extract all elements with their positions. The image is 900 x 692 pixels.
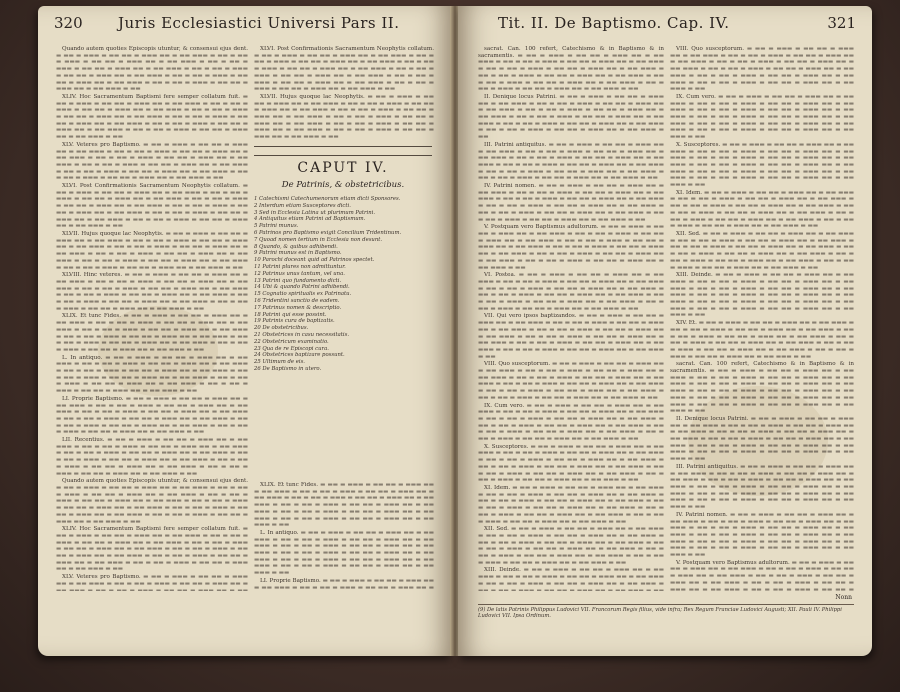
summary-item: 5 Patrini munus. bbox=[254, 223, 299, 230]
chapter-summary-list bbox=[254, 196, 434, 478]
catchword: Nonn bbox=[835, 594, 852, 601]
text-paragraph: XIII. Deinde. ▬ ▬▬ ▬ ▬▬▬ ▬ ▬▬ ▬▬ ▬ ▬▬▬ ▬▬ ▬ ▬▬ ▬▬▬ ▬ ▬▬ ▬ ▬▬ ▬ ▬▬▬ ▬ ▬▬ ▬▬ ▬ ▬▬▬ ▬▬ ▬ ▬▬ ▬▬▬ ▬ ▬▬ ▬ ▬▬ ▬ ▬▬▬ ▬ ▬▬ ▬▬ ▬ ▬▬▬ ▬▬ ▬ ▬▬ ▬▬▬ ▬ ▬▬ ▬ ▬▬ ▬ ▬▬▬ ▬ ▬▬ ▬▬ ▬ ▬▬▬ ▬▬ ▬ ▬▬ ▬▬▬ ▬ ▬▬ bbox=[478, 567, 664, 591]
text-paragraph: X. Susceptores. ▬ ▬▬ ▬ ▬▬▬ ▬ ▬▬ ▬▬ ▬ ▬▬▬ ▬▬ ▬ ▬▬ ▬▬▬ ▬ ▬▬ ▬ ▬▬ ▬ ▬▬▬ ▬ ▬▬ ▬▬ ▬ ▬▬▬ ▬▬ ▬ ▬▬ ▬▬▬ ▬ ▬▬ ▬ ▬▬ ▬ ▬▬▬ ▬ ▬▬ ▬▬ ▬ ▬▬▬ ▬▬ ▬ ▬▬ ▬▬▬ ▬ ▬▬ ▬ ▬▬ ▬ ▬▬▬ ▬ ▬▬ ▬▬ ▬ ▬▬▬ ▬▬ ▬ ▬▬ ▬▬▬ ▬ ▬▬ ▬ ▬▬ ▬ ▬▬▬ ▬ ▬▬ ▬▬ ▬ ▬▬▬ ▬▬ ▬ ▬▬ ▬▬▬ ▬ ▬▬ ▬ ▬▬ ▬ ▬▬▬ ▬ ▬▬ ▬▬ ▬ ▬▬▬ ▬▬ ▬ ▬▬ ▬▬▬ ▬ ▬▬ bbox=[478, 443, 664, 484]
text-paragraph: LII. Recentius. ▬ ▬▬ ▬ ▬▬▬ ▬ ▬▬ ▬▬ ▬ ▬▬▬ ▬▬ ▬ ▬▬ ▬▬▬ ▬ ▬▬ ▬ ▬▬ ▬ ▬▬▬ ▬ ▬▬ ▬▬ ▬ ▬▬▬ ▬▬ ▬ ▬▬ ▬▬▬ ▬ ▬▬ ▬ ▬▬ ▬ ▬▬▬ ▬ ▬▬ ▬▬ ▬ ▬▬▬ ▬▬ ▬ ▬▬ ▬▬▬ ▬ ▬▬ ▬ ▬▬ ▬ ▬▬▬ ▬ ▬▬ ▬▬ ▬ ▬▬▬ ▬▬ ▬ ▬▬ ▬▬▬ ▬ ▬▬ ▬ ▬▬ ▬ ▬▬▬ ▬ ▬▬ ▬▬ ▬ ▬▬▬ ▬▬ ▬ ▬▬ ▬▬▬ ▬ ▬▬ ▬ ▬▬ ▬ ▬▬▬ ▬ ▬▬ ▬▬ ▬ ▬▬▬ ▬▬ ▬ ▬▬ ▬▬▬ ▬ ▬▬ bbox=[56, 437, 248, 477]
left-page-number: 320 bbox=[54, 14, 83, 32]
text-paragraph: IX. Cum vero. ▬ ▬▬ ▬ ▬▬▬ ▬ ▬▬ ▬▬ ▬ ▬▬▬ ▬▬ ▬ ▬▬ ▬▬▬ ▬ ▬▬ ▬ ▬▬ ▬ ▬▬▬ ▬ ▬▬ ▬▬ ▬ ▬▬▬ ▬▬ ▬ ▬▬ ▬▬▬ ▬ ▬▬ ▬ ▬▬ ▬ ▬▬▬ ▬ ▬▬ ▬▬ ▬ ▬▬▬ ▬▬ ▬ ▬▬ ▬▬▬ ▬ ▬▬ ▬ ▬▬ ▬ ▬▬▬ ▬ ▬▬ ▬▬ ▬ ▬▬▬ ▬▬ ▬ ▬▬ ▬▬▬ ▬ ▬▬ ▬ ▬▬ ▬ ▬▬▬ ▬ ▬▬ ▬▬ ▬ ▬▬▬ ▬▬ ▬ ▬▬ ▬▬▬ ▬ ▬▬ ▬ ▬▬ ▬ ▬▬▬ ▬ ▬▬ ▬▬ ▬ ▬▬▬ ▬▬ ▬ ▬▬ ▬▬▬ ▬ ▬▬ bbox=[670, 93, 854, 141]
text-paragraph: XLVI. Post Confirmationis Sacramentum Neophytis collatum. ▬ ▬▬ ▬ ▬▬▬ ▬ ▬▬ ▬▬ ▬ ▬▬▬ ▬▬ ▬ ▬▬ ▬▬▬ ▬ ▬▬ ▬ ▬▬ ▬ ▬▬▬ ▬ ▬▬ ▬▬ ▬ ▬▬▬ ▬▬ ▬ ▬▬ ▬▬▬ ▬ ▬▬ ▬ ▬▬ ▬ ▬▬▬ ▬ ▬▬ ▬▬ ▬ ▬▬▬ ▬▬ ▬ ▬▬ ▬▬▬ ▬ ▬▬ ▬ ▬▬ ▬ ▬▬▬ ▬ ▬▬ ▬▬ ▬ ▬▬▬ ▬▬ ▬ ▬▬ ▬▬▬ ▬ ▬▬ ▬ ▬▬ ▬ ▬▬▬ ▬ ▬▬ ▬▬ ▬ ▬▬▬ ▬▬ ▬ ▬▬ ▬▬▬ ▬ ▬▬ ▬ ▬▬ ▬ ▬▬▬ ▬ ▬▬ ▬▬ ▬ ▬▬▬ ▬▬ ▬ ▬▬ ▬▬▬ ▬ ▬▬ bbox=[254, 46, 434, 93]
left-column-2-bottom bbox=[254, 482, 434, 592]
text-paragraph: XLIV. Hoc Sacramentum Baptismi fere semper collatum fuit. ▬ ▬▬ ▬ ▬▬▬ ▬ ▬▬ ▬▬ ▬ ▬▬▬ ▬▬ ▬ ▬▬ ▬▬▬ ▬ ▬▬ ▬ ▬▬ ▬ ▬▬▬ ▬ ▬▬ ▬▬ ▬ ▬▬▬ ▬▬ ▬ ▬▬ ▬▬▬ ▬ ▬▬ ▬ ▬▬ ▬ ▬▬▬ ▬ ▬▬ ▬▬ ▬ ▬▬▬ ▬▬ ▬ ▬▬ ▬▬▬ ▬ ▬▬ ▬ ▬▬ ▬ ▬▬▬ ▬ ▬▬ ▬▬ ▬ ▬▬▬ ▬▬ ▬ ▬▬ ▬▬▬ ▬ ▬▬ ▬ ▬▬ ▬ ▬▬▬ ▬ ▬▬ ▬▬ ▬ ▬▬▬ ▬▬ ▬ ▬▬ ▬▬▬ ▬ ▬▬ ▬ ▬▬ ▬ ▬▬▬ ▬ ▬▬ ▬▬ ▬ ▬▬▬ ▬▬ ▬ ▬▬ ▬▬▬ ▬ ▬▬ bbox=[56, 526, 248, 573]
text-paragraph: LI. Proprie Baptismo. ▬ ▬▬ ▬ ▬▬▬ ▬ ▬▬ ▬▬ ▬ ▬▬▬ ▬▬ ▬ ▬▬ ▬▬▬ ▬ ▬▬ ▬ ▬▬ ▬ ▬▬▬ ▬ ▬▬ ▬▬ ▬ ▬▬▬ ▬▬ ▬ bbox=[254, 577, 434, 591]
footnote: (9) De latis Patrinis Philippus Ludovici VII. Francorum Regis filius, vide infra; Rex Regum Franciae Ludovici Augusti; XII. Pauli IV. Philippi Ludovici VII. Ipsa Ordinum. bbox=[478, 604, 854, 620]
text-paragraph: XI. Idem. ▬ ▬▬ ▬ ▬▬▬ ▬ ▬▬ ▬▬ ▬ ▬▬▬ ▬▬ ▬ ▬▬ ▬▬▬ ▬ ▬▬ ▬ ▬▬ ▬ ▬▬▬ ▬ ▬▬ ▬▬ ▬ ▬▬▬ ▬▬ ▬ ▬▬ ▬▬▬ ▬ ▬▬ ▬ ▬▬ ▬ ▬▬▬ ▬ ▬▬ ▬▬ ▬ ▬▬▬ ▬▬ ▬ ▬▬ ▬▬▬ ▬ ▬▬ ▬ ▬▬ ▬ ▬▬▬ ▬ ▬▬ ▬▬ ▬ ▬▬▬ ▬▬ ▬ ▬▬ ▬▬▬ ▬ ▬▬ ▬ ▬▬ ▬ ▬▬▬ ▬ ▬▬ ▬▬ ▬ ▬▬▬ ▬▬ ▬ ▬▬ ▬▬▬ ▬ ▬▬ ▬ ▬▬ ▬ ▬▬▬ ▬ ▬▬ ▬▬ ▬ ▬▬▬ ▬▬ ▬ ▬▬ ▬▬▬ ▬ ▬▬ bbox=[478, 485, 664, 525]
text-paragraph: XII. Sed. ▬ ▬▬ ▬ ▬▬▬ ▬ ▬▬ ▬▬ ▬ ▬▬▬ ▬▬ ▬ ▬▬ ▬▬▬ ▬ ▬▬ ▬ ▬▬ ▬ ▬▬▬ ▬ ▬▬ ▬▬ ▬ ▬▬▬ ▬▬ ▬ ▬▬ ▬▬▬ ▬ ▬▬ ▬ ▬▬ ▬ ▬▬▬ ▬ ▬▬ ▬▬ ▬ ▬▬▬ ▬▬ ▬ ▬▬ ▬▬▬ ▬ ▬▬ ▬ ▬▬ ▬ ▬▬▬ ▬ ▬▬ ▬▬ ▬ ▬▬▬ ▬▬ ▬ ▬▬ ▬▬▬ ▬ ▬▬ ▬ ▬▬ ▬ ▬▬▬ ▬ ▬▬ ▬▬ ▬ ▬▬▬ ▬▬ ▬ ▬▬ ▬▬▬ ▬ ▬▬ ▬ ▬▬ ▬ ▬▬▬ ▬ ▬▬ ▬▬ ▬ ▬▬▬ ▬▬ ▬ ▬▬ ▬▬▬ ▬ ▬▬ bbox=[478, 526, 664, 566]
text-paragraph: IV. Patrini nomen. ▬ ▬▬ ▬ ▬▬▬ ▬ ▬▬ ▬▬ ▬ ▬▬▬ ▬▬ ▬ ▬▬ ▬▬▬ ▬ ▬▬ ▬ ▬▬ ▬ ▬▬▬ ▬ ▬▬ ▬▬ ▬ ▬▬▬ ▬▬ ▬ ▬▬ ▬▬▬ ▬ ▬▬ ▬ ▬▬ ▬ ▬▬▬ ▬ ▬▬ ▬▬ ▬ ▬▬▬ ▬▬ ▬ ▬▬ ▬▬▬ ▬ ▬▬ ▬ ▬▬ ▬ ▬▬▬ ▬ ▬▬ ▬▬ ▬ ▬▬▬ ▬▬ ▬ ▬▬ ▬▬▬ ▬ ▬▬ ▬ ▬▬ ▬ ▬▬▬ ▬ ▬▬ ▬▬ ▬ ▬▬▬ ▬▬ ▬ ▬▬ ▬▬▬ ▬ ▬▬ ▬ ▬▬ ▬ ▬▬▬ ▬ ▬▬ ▬▬ ▬ ▬▬▬ ▬▬ ▬ ▬▬ ▬▬▬ ▬ ▬▬ bbox=[670, 511, 854, 559]
text-paragraph: VII. Qui vero ipsos baptizandos. ▬ ▬▬ ▬ ▬▬▬ ▬ ▬▬ ▬▬ ▬ ▬▬▬ ▬▬ ▬ ▬▬ ▬▬▬ ▬ ▬▬ ▬ ▬▬ ▬ ▬▬▬ ▬ ▬▬ ▬▬ ▬ ▬▬▬ ▬▬ ▬ ▬▬ ▬▬▬ ▬ ▬▬ ▬ ▬▬ ▬ ▬▬▬ ▬ ▬▬ ▬▬ ▬ ▬▬▬ ▬▬ ▬ ▬▬ ▬▬▬ ▬ ▬▬ ▬ ▬▬ ▬ ▬▬▬ ▬ ▬▬ ▬▬ ▬ ▬▬▬ ▬▬ ▬ ▬▬ ▬▬▬ ▬ ▬▬ ▬ ▬▬ ▬ ▬▬▬ ▬ ▬▬ ▬▬ ▬ ▬▬▬ ▬▬ ▬ ▬▬ ▬▬▬ ▬ ▬▬ ▬ ▬▬ ▬ ▬▬▬ ▬ ▬▬ ▬▬ ▬ ▬▬▬ ▬▬ ▬ ▬▬ ▬▬▬ ▬ ▬▬ bbox=[478, 313, 664, 360]
text-paragraph: L. In antiquo. ▬ ▬▬ ▬ ▬▬▬ ▬ ▬▬ ▬▬ ▬ ▬▬▬ ▬▬ ▬ ▬▬ ▬▬▬ ▬ ▬▬ ▬ ▬▬ ▬ ▬▬▬ ▬ ▬▬ ▬▬ ▬ ▬▬▬ ▬▬ ▬ ▬▬ ▬▬▬ ▬ ▬▬ ▬ ▬▬ ▬ ▬▬▬ ▬ ▬▬ ▬▬ ▬ ▬▬▬ ▬▬ ▬ ▬▬ ▬▬▬ ▬ ▬▬ ▬ ▬▬ ▬ ▬▬▬ ▬ ▬▬ ▬▬ ▬ ▬▬▬ ▬▬ ▬ ▬▬ ▬▬▬ ▬ ▬▬ ▬ ▬▬ ▬ ▬▬▬ ▬ ▬▬ ▬▬ ▬ ▬▬▬ ▬▬ ▬ ▬▬ ▬▬▬ ▬ ▬▬ ▬ ▬▬ ▬ ▬▬▬ ▬ ▬▬ ▬▬ ▬ ▬▬▬ ▬▬ ▬ ▬▬ ▬▬▬ ▬ ▬▬ bbox=[254, 529, 434, 577]
summary-item: 13 Patrini quo fundamento dicti. bbox=[254, 277, 342, 284]
chapter-heading: CAPUT IV. bbox=[297, 160, 389, 176]
summary-item: 9 Patrini munus est in Baptismo. bbox=[254, 250, 342, 257]
text-paragraph: VIII. Quo susceptorum. ▬ ▬▬ ▬ ▬▬▬ ▬ ▬▬ ▬▬ ▬ ▬▬▬ ▬▬ ▬ ▬▬ ▬▬▬ ▬ ▬▬ ▬ ▬▬ ▬ ▬▬▬ ▬ ▬▬ ▬▬ ▬ ▬▬▬ ▬▬ ▬ ▬▬ ▬▬▬ ▬ ▬▬ ▬ ▬▬ ▬ ▬▬▬ ▬ ▬▬ ▬▬ ▬ ▬▬▬ ▬▬ ▬ ▬▬ ▬▬▬ ▬ ▬▬ ▬ ▬▬ ▬ ▬▬▬ ▬ ▬▬ ▬▬ ▬ ▬▬▬ ▬▬ ▬ ▬▬ ▬▬▬ ▬ ▬▬ ▬ ▬▬ ▬ ▬▬▬ ▬ ▬▬ ▬▬ ▬ ▬▬▬ ▬▬ ▬ ▬▬ ▬▬▬ ▬ ▬▬ ▬ ▬▬ ▬ ▬▬▬ ▬ ▬▬ ▬▬ ▬ ▬▬▬ ▬▬ ▬ ▬▬ ▬▬▬ ▬ ▬▬ bbox=[478, 361, 664, 401]
text-paragraph: XLV. Veteres pro Baptismo. ▬ ▬▬ ▬ ▬▬▬ ▬ ▬▬ ▬▬ ▬ ▬▬▬ ▬▬ ▬ ▬▬ ▬▬▬ ▬ ▬▬ ▬ ▬▬ ▬ ▬▬▬ ▬ ▬▬ ▬▬ ▬ ▬▬▬ ▬▬ ▬ ▬▬ ▬▬▬ ▬ ▬▬ ▬ ▬▬ ▬ ▬▬▬ ▬ ▬▬ ▬▬ ▬ ▬▬▬ ▬▬ ▬ ▬▬ bbox=[56, 574, 248, 591]
text-paragraph: XLVIII. Hinc veteres. ▬ ▬▬ ▬ ▬▬▬ ▬ ▬▬ ▬▬ ▬ ▬▬▬ ▬▬ ▬ ▬▬ ▬▬▬ ▬ ▬▬ ▬ ▬▬ ▬ ▬▬▬ ▬ ▬▬ ▬▬ ▬ ▬▬▬ ▬▬ ▬ ▬▬ ▬▬▬ ▬ ▬▬ ▬ ▬▬ ▬ ▬▬▬ ▬ ▬▬ ▬▬ ▬ ▬▬▬ ▬▬ ▬ ▬▬ ▬▬▬ ▬ ▬▬ ▬ ▬▬ ▬ ▬▬▬ ▬ ▬▬ ▬▬ ▬ ▬▬▬ ▬▬ ▬ ▬▬ ▬▬▬ ▬ ▬▬ ▬ ▬▬ ▬ ▬▬▬ ▬ ▬▬ ▬▬ ▬ ▬▬▬ ▬▬ ▬ ▬▬ ▬▬▬ ▬ ▬▬ ▬ ▬▬ ▬ ▬▬▬ ▬ ▬▬ ▬▬ ▬ ▬▬▬ ▬▬ ▬ ▬▬ ▬▬▬ ▬ ▬▬ bbox=[56, 272, 248, 312]
right-page-number: 321 bbox=[827, 14, 856, 32]
text-paragraph: L. In antiquo. ▬ ▬▬ ▬ ▬▬▬ ▬ ▬▬ ▬▬ ▬ ▬▬▬ ▬▬ ▬ ▬▬ ▬▬▬ ▬ ▬▬ ▬ ▬▬ ▬ ▬▬▬ ▬ ▬▬ ▬▬ ▬ ▬▬▬ ▬▬ ▬ ▬▬ ▬▬▬ ▬ ▬▬ ▬ ▬▬ ▬ ▬▬▬ ▬ ▬▬ ▬▬ ▬ ▬▬▬ ▬▬ ▬ ▬▬ ▬▬▬ ▬ ▬▬ ▬ ▬▬ ▬ ▬▬▬ ▬ ▬▬ ▬▬ ▬ ▬▬▬ ▬▬ ▬ ▬▬ ▬▬▬ ▬ ▬▬ ▬ ▬▬ ▬ ▬▬▬ ▬ ▬▬ ▬▬ ▬ ▬▬▬ ▬▬ ▬ ▬▬ ▬▬▬ ▬ ▬▬ ▬ ▬▬ ▬ ▬▬▬ ▬ ▬▬ ▬▬ ▬ ▬▬▬ ▬▬ ▬ ▬▬ ▬▬▬ ▬ ▬▬ bbox=[56, 354, 248, 395]
summary-item: 12 Patrinus unus tantum, vel una. bbox=[254, 270, 345, 277]
summary-item: 16 Tridentini sanctio de eadem. bbox=[254, 297, 340, 304]
text-paragraph: III. Patrini antiquitus. ▬ ▬▬ ▬ ▬▬▬ ▬ ▬▬ ▬▬ ▬ ▬▬▬ ▬▬ ▬ ▬▬ ▬▬▬ ▬ ▬▬ ▬ ▬▬ ▬ ▬▬▬ ▬ ▬▬ ▬▬ ▬ ▬▬▬ ▬▬ ▬ ▬▬ ▬▬▬ ▬ ▬▬ ▬ ▬▬ ▬ ▬▬▬ ▬ ▬▬ ▬▬ ▬ ▬▬▬ ▬▬ ▬ ▬▬ ▬▬▬ ▬ ▬▬ ▬ ▬▬ ▬ ▬▬▬ ▬ ▬▬ ▬▬ ▬ ▬▬▬ ▬▬ ▬ ▬▬ ▬▬▬ ▬ ▬▬ ▬ ▬▬ ▬ ▬▬▬ ▬ ▬▬ ▬▬ ▬ ▬▬▬ ▬▬ ▬ ▬▬ ▬▬▬ ▬ ▬▬ ▬ ▬▬ ▬ ▬▬▬ ▬ ▬▬ ▬▬ ▬ ▬▬▬ ▬▬ ▬ ▬▬ ▬▬▬ ▬ ▬▬ bbox=[670, 463, 854, 511]
right-header bbox=[474, 14, 856, 36]
text-paragraph: IV. Patrini nomen. ▬ ▬▬ ▬ ▬▬▬ ▬ ▬▬ ▬▬ ▬ ▬▬▬ ▬▬ ▬ ▬▬ ▬▬▬ ▬ ▬▬ ▬ ▬▬ ▬ ▬▬▬ ▬ ▬▬ ▬▬ ▬ ▬▬▬ ▬▬ ▬ ▬▬ ▬▬▬ ▬ ▬▬ ▬ ▬▬ ▬ ▬▬▬ ▬ ▬▬ ▬▬ ▬ ▬▬▬ ▬▬ ▬ ▬▬ ▬▬▬ ▬ ▬▬ ▬ ▬▬ ▬ ▬▬▬ ▬ ▬▬ ▬▬ ▬ ▬▬▬ ▬▬ ▬ ▬▬ ▬▬▬ ▬ ▬▬ ▬ ▬▬ ▬ ▬▬▬ ▬ ▬▬ ▬▬ ▬ ▬▬▬ ▬▬ ▬ ▬▬ ▬▬▬ ▬ ▬▬ ▬ ▬▬ ▬ ▬▬▬ ▬ ▬▬ ▬▬ ▬ ▬▬▬ ▬▬ ▬ ▬▬ ▬▬▬ ▬ ▬▬ bbox=[478, 183, 664, 223]
right-column-2 bbox=[670, 46, 854, 591]
text-paragraph: XLV. Veteres pro Baptismo. ▬ ▬▬ ▬ ▬▬▬ ▬ ▬▬ ▬▬ ▬ ▬▬▬ ▬▬ ▬ ▬▬ ▬▬▬ ▬ ▬▬ ▬ ▬▬ ▬ ▬▬▬ ▬ ▬▬ ▬▬ ▬ ▬▬▬ ▬▬ ▬ ▬▬ ▬▬▬ ▬ ▬▬ ▬ ▬▬ ▬ ▬▬▬ ▬ ▬▬ ▬▬ ▬ ▬▬▬ ▬▬ ▬ ▬▬ ▬▬▬ ▬ ▬▬ ▬ ▬▬ ▬ ▬▬▬ ▬ ▬▬ ▬▬ ▬ ▬▬▬ ▬▬ ▬ ▬▬ ▬▬▬ ▬ ▬▬ ▬ ▬▬ ▬ ▬▬▬ ▬ ▬▬ ▬▬ ▬ ▬▬▬ ▬▬ ▬ ▬▬ ▬▬▬ ▬ ▬▬ ▬ ▬▬ ▬ ▬▬▬ ▬ ▬▬ ▬▬ ▬ ▬▬▬ ▬▬ ▬ ▬▬ ▬▬▬ ▬ ▬▬ bbox=[56, 141, 248, 182]
text-paragraph: XII. Sed. ▬ ▬▬ ▬ ▬▬▬ ▬ ▬▬ ▬▬ ▬ ▬▬▬ ▬▬ ▬ ▬▬ ▬▬▬ ▬ ▬▬ ▬ ▬▬ ▬ ▬▬▬ ▬ ▬▬ ▬▬ ▬ ▬▬▬ ▬▬ ▬ ▬▬ ▬▬▬ ▬ ▬▬ ▬ ▬▬ ▬ ▬▬▬ ▬ ▬▬ ▬▬ ▬ ▬▬▬ ▬▬ ▬ ▬▬ ▬▬▬ ▬ ▬▬ ▬ ▬▬ ▬ ▬▬▬ ▬ ▬▬ ▬▬ ▬ ▬▬▬ ▬▬ ▬ ▬▬ ▬▬▬ ▬ ▬▬ ▬ ▬▬ ▬ ▬▬▬ ▬ ▬▬ ▬▬ ▬ ▬▬▬ ▬▬ ▬ ▬▬ ▬▬▬ ▬ ▬▬ ▬ ▬▬ ▬ ▬▬▬ ▬ ▬▬ ▬▬ ▬ ▬▬▬ ▬▬ ▬ ▬▬ ▬▬▬ ▬ ▬▬ bbox=[670, 230, 854, 271]
open-book bbox=[38, 6, 872, 661]
chapter-rule bbox=[254, 146, 432, 156]
text-paragraph: XLIX. Et tunc Fides. ▬ ▬▬ ▬ ▬▬▬ ▬ ▬▬ ▬▬ ▬ ▬▬▬ ▬▬ ▬ ▬▬ ▬▬▬ ▬ ▬▬ ▬ ▬▬ ▬ ▬▬▬ ▬ ▬▬ ▬▬ ▬ ▬▬▬ ▬▬ ▬ ▬▬ ▬▬▬ ▬ ▬▬ ▬ ▬▬ ▬ ▬▬▬ ▬ ▬▬ ▬▬ ▬ ▬▬▬ ▬▬ ▬ ▬▬ ▬▬▬ ▬ ▬▬ ▬ ▬▬ ▬ ▬▬▬ ▬ ▬▬ ▬▬ ▬ ▬▬▬ ▬▬ ▬ ▬▬ ▬▬▬ ▬ ▬▬ ▬ ▬▬ ▬ ▬▬▬ ▬ ▬▬ ▬▬ ▬ ▬▬▬ ▬▬ ▬ ▬▬ ▬▬▬ ▬ ▬▬ ▬ ▬▬ ▬ ▬▬▬ ▬ ▬▬ ▬▬ ▬ ▬▬▬ ▬▬ ▬ ▬▬ ▬▬▬ ▬ ▬▬ bbox=[254, 482, 434, 529]
summary-item: 19 Patrinis cura de baptizatis. bbox=[254, 318, 335, 325]
text-paragraph: sacrat. Can. 100 refert, Catechismo & in Baptismo & in sacramentis. ▬ ▬▬ ▬ ▬▬▬ ▬ ▬▬ ▬▬ ▬ ▬▬▬ ▬▬ ▬ ▬▬ ▬▬▬ ▬ ▬▬ ▬ ▬▬ ▬ ▬▬▬ ▬ ▬▬ ▬▬ ▬ ▬▬▬ ▬▬ ▬ ▬▬ ▬▬▬ ▬ ▬▬ ▬ ▬▬ ▬ ▬▬▬ ▬ ▬▬ ▬▬ ▬ ▬▬▬ ▬▬ ▬ ▬▬ ▬▬▬ ▬ ▬▬ ▬ ▬▬ ▬ ▬▬▬ ▬ ▬▬ ▬▬ ▬ ▬▬▬ ▬▬ ▬ ▬▬ ▬▬▬ ▬ ▬▬ ▬ ▬▬ ▬ ▬▬▬ ▬ ▬▬ ▬▬ ▬ ▬▬▬ ▬▬ ▬ ▬▬ ▬▬▬ ▬ ▬▬ ▬ ▬▬ ▬ ▬▬▬ ▬ ▬▬ ▬▬ ▬ ▬▬▬ ▬▬ ▬ ▬▬ ▬▬▬ ▬ ▬▬ bbox=[670, 361, 854, 415]
left-column-1 bbox=[56, 46, 248, 591]
summary-item: 7 Quoad nomen tertium in Ecclesia non desunt. bbox=[254, 236, 383, 243]
summary-item: 23 Qua de re Episcopi cura. bbox=[254, 345, 329, 352]
text-paragraph: X. Susceptores. ▬ ▬▬ ▬ ▬▬▬ ▬ ▬▬ ▬▬ ▬ ▬▬▬ ▬▬ ▬ ▬▬ ▬▬▬ ▬ ▬▬ ▬ ▬▬ ▬ ▬▬▬ ▬ ▬▬ ▬▬ ▬ ▬▬▬ ▬▬ ▬ ▬▬ ▬▬▬ ▬ ▬▬ ▬ ▬▬ ▬ ▬▬▬ ▬ ▬▬ ▬▬ ▬ ▬▬▬ ▬▬ ▬ ▬▬ ▬▬▬ ▬ ▬▬ ▬ ▬▬ ▬ ▬▬▬ ▬ ▬▬ ▬▬ ▬ ▬▬▬ ▬▬ ▬ ▬▬ ▬▬▬ ▬ ▬▬ ▬ ▬▬ ▬ ▬▬▬ ▬ ▬▬ ▬▬ ▬ ▬▬▬ ▬▬ ▬ ▬▬ ▬▬▬ ▬ ▬▬ ▬ ▬▬ ▬ ▬▬▬ ▬ ▬▬ ▬▬ ▬ ▬▬▬ ▬▬ ▬ ▬▬ ▬▬▬ ▬ ▬▬ bbox=[670, 141, 854, 189]
text-paragraph: LI. Proprie Baptismo. ▬ ▬▬ ▬ ▬▬▬ ▬ ▬▬ ▬▬ ▬ ▬▬▬ ▬▬ ▬ ▬▬ ▬▬▬ ▬ ▬▬ ▬ ▬▬ ▬ ▬▬▬ ▬ ▬▬ ▬▬ ▬ ▬▬▬ ▬▬ ▬ ▬▬ ▬▬▬ ▬ ▬▬ ▬ ▬▬ ▬ ▬▬▬ ▬ ▬▬ ▬▬ ▬ ▬▬▬ ▬▬ ▬ ▬▬ ▬▬▬ ▬ ▬▬ ▬ ▬▬ ▬ ▬▬▬ ▬ ▬▬ ▬▬ ▬ ▬▬▬ ▬▬ ▬ ▬▬ ▬▬▬ ▬ ▬▬ ▬ ▬▬ ▬ ▬▬▬ ▬ ▬▬ ▬▬ ▬ ▬▬▬ ▬▬ ▬ ▬▬ ▬▬▬ ▬ ▬▬ ▬ ▬▬ ▬ ▬▬▬ ▬ ▬▬ ▬▬ ▬ ▬▬▬ ▬▬ ▬ ▬▬ ▬▬▬ ▬ ▬▬ bbox=[56, 395, 248, 436]
text-paragraph: XIV. Et. ▬ ▬▬ ▬ ▬▬▬ ▬ ▬▬ ▬▬ ▬ ▬▬▬ ▬▬ ▬ ▬▬ ▬▬▬ ▬ ▬▬ ▬ ▬▬ ▬ ▬▬▬ ▬ ▬▬ ▬▬ ▬ ▬▬▬ ▬▬ ▬ ▬▬ ▬▬▬ ▬ ▬▬ ▬ ▬▬ ▬ ▬▬▬ ▬ ▬▬ ▬▬ ▬ ▬▬▬ ▬▬ ▬ ▬▬ ▬▬▬ ▬ ▬▬ ▬ ▬▬ ▬ ▬▬▬ ▬ ▬▬ ▬▬ ▬ ▬▬▬ ▬▬ ▬ ▬▬ ▬▬▬ ▬ ▬▬ ▬ ▬▬ ▬ ▬▬▬ ▬ ▬▬ ▬▬ ▬ ▬▬▬ ▬▬ ▬ ▬▬ ▬▬▬ ▬ ▬▬ ▬ ▬▬ ▬ ▬▬▬ ▬ ▬▬ ▬▬ ▬ ▬▬▬ ▬▬ ▬ ▬▬ ▬▬▬ ▬ ▬▬ bbox=[670, 320, 854, 360]
text-paragraph: XI. Idem. ▬ ▬▬ ▬ ▬▬▬ ▬ ▬▬ ▬▬ ▬ ▬▬▬ ▬▬ ▬ ▬▬ ▬▬▬ ▬ ▬▬ ▬ ▬▬ ▬ ▬▬▬ ▬ ▬▬ ▬▬ ▬ ▬▬▬ ▬▬ ▬ ▬▬ ▬▬▬ ▬ ▬▬ ▬ ▬▬ ▬ ▬▬▬ ▬ ▬▬ ▬▬ ▬ ▬▬▬ ▬▬ ▬ ▬▬ ▬▬▬ ▬ ▬▬ ▬ ▬▬ ▬ ▬▬▬ ▬ ▬▬ ▬▬ ▬ ▬▬▬ ▬▬ ▬ ▬▬ ▬▬▬ ▬ ▬▬ ▬ ▬▬ ▬ ▬▬▬ ▬ ▬▬ ▬▬ ▬ ▬▬▬ ▬▬ ▬ ▬▬ ▬▬▬ ▬ ▬▬ ▬ ▬▬ ▬ ▬▬▬ ▬ ▬▬ ▬▬ ▬ ▬▬▬ ▬▬ ▬ ▬▬ ▬▬▬ ▬ ▬▬ bbox=[670, 189, 854, 230]
text-paragraph: II. Denique locus Patrini. ▬ ▬▬ ▬ ▬▬▬ ▬ ▬▬ ▬▬ ▬ ▬▬▬ ▬▬ ▬ ▬▬ ▬▬▬ ▬ ▬▬ ▬ ▬▬ ▬ ▬▬▬ ▬ ▬▬ ▬▬ ▬ ▬▬▬ ▬▬ ▬ ▬▬ ▬▬▬ ▬ ▬▬ ▬ ▬▬ ▬ ▬▬▬ ▬ ▬▬ ▬▬ ▬ ▬▬▬ ▬▬ ▬ ▬▬ ▬▬▬ ▬ ▬▬ ▬ ▬▬ ▬ ▬▬▬ ▬ ▬▬ ▬▬ ▬ ▬▬▬ ▬▬ ▬ ▬▬ ▬▬▬ ▬ ▬▬ ▬ ▬▬ ▬ ▬▬▬ ▬ ▬▬ ▬▬ ▬ ▬▬▬ ▬▬ ▬ ▬▬ ▬▬▬ ▬ ▬▬ ▬ ▬▬ ▬ ▬▬▬ ▬ ▬▬ ▬▬ ▬ ▬▬▬ ▬▬ ▬ ▬▬ ▬▬▬ ▬ ▬▬ bbox=[670, 415, 854, 463]
summary-item: 4 Antiquitus etiam Patrini ad Baptismum. bbox=[254, 216, 366, 223]
text-paragraph: IX. Cum vero. ▬ ▬▬ ▬ ▬▬▬ ▬ ▬▬ ▬▬ ▬ ▬▬▬ ▬▬ ▬ ▬▬ ▬▬▬ ▬ ▬▬ ▬ ▬▬ ▬ ▬▬▬ ▬ ▬▬ ▬▬ ▬ ▬▬▬ ▬▬ ▬ ▬▬ ▬▬▬ ▬ ▬▬ ▬ ▬▬ ▬ ▬▬▬ ▬ ▬▬ ▬▬ ▬ ▬▬▬ ▬▬ ▬ ▬▬ ▬▬▬ ▬ ▬▬ ▬ ▬▬ ▬ ▬▬▬ ▬ ▬▬ ▬▬ ▬ ▬▬▬ ▬▬ ▬ ▬▬ ▬▬▬ ▬ ▬▬ ▬ ▬▬ ▬ ▬▬▬ ▬ ▬▬ ▬▬ ▬ ▬▬▬ ▬▬ ▬ ▬▬ ▬▬▬ ▬ ▬▬ ▬ ▬▬ ▬ ▬▬▬ ▬ ▬▬ ▬▬ ▬ ▬▬▬ ▬▬ ▬ ▬▬ ▬▬▬ ▬ ▬▬ bbox=[478, 402, 664, 443]
summary-item: 26 De Baptismo in utero. bbox=[254, 365, 322, 372]
text-paragraph: XIII. Deinde. ▬ ▬▬ ▬ ▬▬▬ ▬ ▬▬ ▬▬ ▬ ▬▬▬ ▬▬ ▬ ▬▬ ▬▬▬ ▬ ▬▬ ▬ ▬▬ ▬ ▬▬▬ ▬ ▬▬ ▬▬ ▬ ▬▬▬ ▬▬ ▬ ▬▬ ▬▬▬ ▬ ▬▬ ▬ ▬▬ ▬ ▬▬▬ ▬ ▬▬ ▬▬ ▬ ▬▬▬ ▬▬ ▬ ▬▬ ▬▬▬ ▬ ▬▬ ▬ ▬▬ ▬ ▬▬▬ ▬ ▬▬ ▬▬ ▬ ▬▬▬ ▬▬ ▬ ▬▬ ▬▬▬ ▬ ▬▬ ▬ ▬▬ ▬ ▬▬▬ ▬ ▬▬ ▬▬ ▬ ▬▬▬ ▬▬ ▬ ▬▬ ▬▬▬ ▬ ▬▬ ▬ ▬▬ ▬ ▬▬▬ ▬ ▬▬ ▬▬ ▬ ▬▬▬ ▬▬ ▬ ▬▬ ▬▬▬ ▬ ▬▬ bbox=[670, 272, 854, 319]
right-running-title: Tit. II. De Baptismo. Cap. IV. bbox=[498, 14, 730, 32]
left-column-2-top bbox=[254, 46, 434, 142]
left-running-title: Juris Ecclesiastici Universi Pars II. bbox=[118, 14, 400, 32]
summary-item: 25 Ultimum de eis. bbox=[254, 359, 305, 366]
text-paragraph: V. Postquam vero Baptismus adultorum. ▬ ▬▬ ▬ ▬▬▬ ▬ ▬▬ ▬▬ ▬ ▬▬▬ ▬▬ ▬ ▬▬ ▬▬▬ ▬ ▬▬ ▬ ▬▬ ▬ ▬▬▬ ▬ ▬▬ ▬▬ ▬ ▬▬▬ ▬▬ ▬ ▬▬ ▬▬▬ ▬ ▬▬ ▬ ▬▬ ▬ ▬▬▬ ▬ ▬▬ ▬▬ ▬ ▬▬▬ ▬▬ ▬ ▬▬ ▬▬▬ ▬ ▬▬ ▬ ▬▬ ▬ ▬▬▬ ▬ ▬▬ ▬▬ ▬ ▬▬▬ ▬▬ ▬ ▬▬ ▬▬▬ ▬ ▬▬ ▬ ▬▬ ▬ ▬▬▬ ▬ ▬▬ ▬▬ ▬ ▬▬▬ ▬▬ ▬ ▬▬ ▬▬▬ ▬ ▬▬ ▬ ▬▬ ▬ ▬▬▬ ▬ ▬▬ ▬▬ ▬ ▬▬▬ ▬▬ ▬ ▬▬ ▬▬▬ ▬ ▬▬ bbox=[478, 224, 664, 271]
text-paragraph: V. Postquam vero Baptismus adultorum. ▬ ▬▬ ▬ ▬▬▬ ▬ ▬▬ ▬▬ ▬ ▬▬▬ ▬▬ ▬ ▬▬ ▬▬▬ ▬ ▬▬ ▬ ▬▬ ▬ ▬▬▬ ▬ ▬▬ ▬▬ ▬ ▬▬▬ ▬▬ ▬ ▬▬ ▬▬▬ ▬ ▬▬ ▬ ▬▬ ▬ ▬▬▬ ▬ ▬▬ ▬▬ ▬ ▬▬▬ ▬▬ ▬ ▬▬ ▬▬▬ ▬ ▬▬ ▬ ▬▬ ▬ ▬▬▬ ▬ ▬▬ ▬▬ ▬ ▬▬▬ ▬▬ ▬ ▬▬ ▬▬▬ ▬ ▬▬ ▬ ▬▬ ▬ ▬▬▬ ▬ ▬▬ ▬▬ ▬ bbox=[670, 559, 854, 591]
text-paragraph: XLVII. Hujus quoque lac Neophytis. ▬ ▬▬ ▬ ▬▬▬ ▬ ▬▬ ▬▬ ▬ ▬▬▬ ▬▬ ▬ ▬▬ ▬▬▬ ▬ ▬▬ ▬ ▬▬ ▬ ▬▬▬ ▬ ▬▬ ▬▬ ▬ ▬▬▬ ▬▬ ▬ ▬▬ ▬▬▬ ▬ ▬▬ ▬ ▬▬ ▬ ▬▬▬ ▬ ▬▬ ▬▬ ▬ ▬▬▬ ▬▬ ▬ ▬▬ ▬▬▬ ▬ ▬▬ ▬ ▬▬ ▬ ▬▬▬ ▬ ▬▬ ▬▬ ▬ ▬▬▬ ▬▬ ▬ ▬▬ ▬▬▬ ▬ ▬▬ ▬ ▬▬ ▬ ▬▬▬ ▬ ▬▬ ▬▬ ▬ ▬▬▬ ▬▬ ▬ ▬▬ ▬▬▬ ▬ ▬▬ ▬ ▬▬ ▬ ▬▬▬ ▬ ▬▬ ▬▬ ▬ ▬▬▬ ▬▬ ▬ ▬▬ ▬▬▬ ▬ ▬▬ bbox=[56, 230, 248, 271]
left-header bbox=[54, 14, 436, 36]
summary-item: 22 Obstetricum examinatio. bbox=[254, 338, 329, 345]
text-paragraph: VI. Postea. ▬ ▬▬ ▬ ▬▬▬ ▬ ▬▬ ▬▬ ▬ ▬▬▬ ▬▬ ▬ ▬▬ ▬▬▬ ▬ ▬▬ ▬ ▬▬ ▬ ▬▬▬ ▬ ▬▬ ▬▬ ▬ ▬▬▬ ▬▬ ▬ ▬▬ ▬▬▬ ▬ ▬▬ ▬ ▬▬ ▬ ▬▬▬ ▬ ▬▬ ▬▬ ▬ ▬▬▬ ▬▬ ▬ ▬▬ ▬▬▬ ▬ ▬▬ ▬ ▬▬ ▬ ▬▬▬ ▬ ▬▬ ▬▬ ▬ ▬▬▬ ▬▬ ▬ ▬▬ ▬▬▬ ▬ ▬▬ ▬ ▬▬ ▬ ▬▬▬ ▬ ▬▬ ▬▬ ▬ ▬▬▬ ▬▬ ▬ ▬▬ ▬▬▬ ▬ ▬▬ ▬ ▬▬ ▬ ▬▬▬ ▬ ▬▬ ▬▬ ▬ ▬▬▬ ▬▬ ▬ ▬▬ ▬▬▬ ▬ ▬▬ bbox=[478, 272, 664, 312]
summary-item: 11 Patrini plures non admittuntur. bbox=[254, 263, 346, 270]
text-paragraph: XLIV. Hoc Sacramentum Baptismi fere semper collatum fuit. ▬ ▬▬ ▬ ▬▬▬ ▬ ▬▬ ▬▬ ▬ ▬▬▬ ▬▬ ▬ ▬▬ ▬▬▬ ▬ ▬▬ ▬ ▬▬ ▬ ▬▬▬ ▬ ▬▬ ▬▬ ▬ ▬▬▬ ▬▬ ▬ ▬▬ ▬▬▬ ▬ ▬▬ ▬ ▬▬ ▬ ▬▬▬ ▬ ▬▬ ▬▬ ▬ ▬▬▬ ▬▬ ▬ ▬▬ ▬▬▬ ▬ ▬▬ ▬ ▬▬ ▬ ▬▬▬ ▬ ▬▬ ▬▬ ▬ ▬▬▬ ▬▬ ▬ ▬▬ ▬▬▬ ▬ ▬▬ ▬ ▬▬ ▬ ▬▬▬ ▬ ▬▬ ▬▬ ▬ ▬▬▬ ▬▬ ▬ ▬▬ ▬▬▬ ▬ ▬▬ ▬ ▬▬ ▬ ▬▬▬ ▬ ▬▬ ▬▬ ▬ ▬▬▬ ▬▬ ▬ ▬▬ ▬▬▬ ▬ ▬▬ bbox=[56, 93, 248, 141]
left-page bbox=[38, 6, 452, 656]
text-paragraph: Quando autem quoties Episcopis utuntur, & consensui ejus dent. ▬ ▬▬ ▬ ▬▬▬ ▬ ▬▬ ▬▬ ▬ ▬▬▬ ▬▬ ▬ ▬▬ ▬▬▬ ▬ ▬▬ ▬ ▬▬ ▬ ▬▬▬ ▬ ▬▬ ▬▬ ▬ ▬▬▬ ▬▬ ▬ ▬▬ ▬▬▬ ▬ ▬▬ ▬ ▬▬ ▬ ▬▬▬ ▬ ▬▬ ▬▬ ▬ ▬▬▬ ▬▬ ▬ ▬▬ ▬▬▬ ▬ ▬▬ ▬ ▬▬ ▬ ▬▬▬ ▬ ▬▬ ▬▬ ▬ ▬▬▬ ▬▬ ▬ ▬▬ ▬▬▬ ▬ ▬▬ ▬ ▬▬ ▬ ▬▬▬ ▬ ▬▬ ▬▬ ▬ ▬▬▬ ▬▬ ▬ ▬▬ ▬▬▬ ▬ ▬▬ ▬ ▬▬ ▬ ▬▬▬ ▬ ▬▬ ▬▬ ▬ ▬▬▬ ▬▬ ▬ ▬▬ ▬▬▬ ▬ ▬▬ bbox=[56, 46, 248, 93]
summary-item: 3 Sed in Ecclesia Latina ut plurimum Patrini. bbox=[254, 209, 376, 216]
right-column-1 bbox=[478, 46, 664, 591]
summary-item: 20 De obstetricibus. bbox=[254, 325, 309, 332]
summary-item: 6 Patrinos pro Baptismo exigit Concilium Tridentinum. bbox=[254, 229, 402, 236]
summary-item: 1 Catechismi Catechumenorum etiam dicti Sponsores. bbox=[254, 196, 401, 202]
text-paragraph: XLVII. Hujus quoque lac Neophytis. ▬ ▬▬ ▬ ▬▬▬ ▬ ▬▬ ▬▬ ▬ ▬▬▬ ▬▬ ▬ ▬▬ ▬▬▬ ▬ ▬▬ ▬ ▬▬ ▬ ▬▬▬ ▬ ▬▬ ▬▬ ▬ ▬▬▬ ▬▬ ▬ ▬▬ ▬▬▬ ▬ ▬▬ ▬ ▬▬ ▬ ▬▬▬ ▬ ▬▬ ▬▬ ▬ ▬▬▬ ▬▬ ▬ ▬▬ ▬▬▬ ▬ ▬▬ ▬ ▬▬ ▬ ▬▬▬ ▬ ▬▬ ▬▬ ▬ ▬▬▬ ▬▬ ▬ ▬▬ ▬▬▬ ▬ ▬▬ ▬ ▬▬ ▬ ▬▬▬ ▬ ▬▬ ▬▬ ▬ ▬▬▬ ▬▬ ▬ ▬▬ ▬▬▬ ▬ ▬▬ ▬ ▬▬ ▬ ▬▬▬ ▬ ▬▬ ▬▬ ▬ ▬▬▬ ▬▬ ▬ ▬▬ ▬▬▬ ▬ ▬▬ bbox=[254, 93, 434, 141]
summary-item: 14 Ubi & quando Patrini adhibendi. bbox=[254, 284, 350, 291]
text-paragraph: sacrat. Can. 100 refert, Catechismo & in Baptismo & in sacramentis. ▬ ▬▬ ▬ ▬▬▬ ▬ ▬▬ ▬▬ ▬ ▬▬▬ ▬▬ ▬ ▬▬ ▬▬▬ ▬ ▬▬ ▬ ▬▬ ▬ ▬▬▬ ▬ ▬▬ ▬▬ ▬ ▬▬▬ ▬▬ ▬ ▬▬ ▬▬▬ ▬ ▬▬ ▬ ▬▬ ▬ ▬▬▬ ▬ ▬▬ ▬▬ ▬ ▬▬▬ ▬▬ ▬ ▬▬ ▬▬▬ ▬ ▬▬ ▬ ▬▬ ▬ ▬▬▬ ▬ ▬▬ ▬▬ ▬ ▬▬▬ ▬▬ ▬ ▬▬ ▬▬▬ ▬ ▬▬ ▬ ▬▬ ▬ ▬▬▬ ▬ ▬▬ ▬▬ ▬ ▬▬▬ ▬▬ ▬ ▬▬ ▬▬▬ ▬ ▬▬ ▬ ▬▬ ▬ ▬▬▬ ▬ ▬▬ ▬▬ ▬ ▬▬▬ ▬▬ ▬ ▬▬ ▬▬▬ ▬ ▬▬ bbox=[478, 46, 664, 93]
summary-item: 15 Cognatio spiritualis ex Patrinatu. bbox=[254, 291, 352, 298]
summary-item: 24 Obstetrices baptizare possunt. bbox=[254, 352, 345, 359]
right-page bbox=[458, 6, 872, 656]
summary-item: 21 Obstetrices in casu necessitatis. bbox=[254, 331, 350, 338]
text-paragraph: XLIX. Et tunc Fides. ▬ ▬▬ ▬ ▬▬▬ ▬ ▬▬ ▬▬ ▬ ▬▬▬ ▬▬ ▬ ▬▬ ▬▬▬ ▬ ▬▬ ▬ ▬▬ ▬ ▬▬▬ ▬ ▬▬ ▬▬ ▬ ▬▬▬ ▬▬ ▬ ▬▬ ▬▬▬ ▬ ▬▬ ▬ ▬▬ ▬ ▬▬▬ ▬ ▬▬ ▬▬ ▬ ▬▬▬ ▬▬ ▬ ▬▬ ▬▬▬ ▬ ▬▬ ▬ ▬▬ ▬ ▬▬▬ ▬ ▬▬ ▬▬ ▬ ▬▬▬ ▬▬ ▬ ▬▬ ▬▬▬ ▬ ▬▬ ▬ ▬▬ ▬ ▬▬▬ ▬ ▬▬ ▬▬ ▬ ▬▬▬ ▬▬ ▬ ▬▬ ▬▬▬ ▬ ▬▬ ▬ ▬▬ ▬ ▬▬▬ ▬ ▬▬ ▬▬ ▬ ▬▬▬ ▬▬ ▬ ▬▬ ▬▬▬ ▬ ▬▬ bbox=[56, 313, 248, 353]
text-paragraph: II. Denique locus Patrini. ▬ ▬▬ ▬ ▬▬▬ ▬ ▬▬ ▬▬ ▬ ▬▬▬ ▬▬ ▬ ▬▬ ▬▬▬ ▬ ▬▬ ▬ ▬▬ ▬ ▬▬▬ ▬ ▬▬ ▬▬ ▬ ▬▬▬ ▬▬ ▬ ▬▬ ▬▬▬ ▬ ▬▬ ▬ ▬▬ ▬ ▬▬▬ ▬ ▬▬ ▬▬ ▬ ▬▬▬ ▬▬ ▬ ▬▬ ▬▬▬ ▬ ▬▬ ▬ ▬▬ ▬ ▬▬▬ ▬ ▬▬ ▬▬ ▬ ▬▬▬ ▬▬ ▬ ▬▬ ▬▬▬ ▬ ▬▬ ▬ ▬▬ ▬ ▬▬▬ ▬ ▬▬ ▬▬ ▬ ▬▬▬ ▬▬ ▬ ▬▬ ▬▬▬ ▬ ▬▬ ▬ ▬▬ ▬ ▬▬▬ ▬ ▬▬ ▬▬ ▬ ▬▬▬ ▬▬ ▬ ▬▬ ▬▬▬ ▬ ▬▬ bbox=[478, 93, 664, 141]
summary-item: 17 Patrinus nomen & descriptio. bbox=[254, 304, 342, 311]
summary-item: 10 Parochi doceant quid ad Patrinos spectet. bbox=[254, 257, 375, 264]
text-paragraph: VIII. Quo susceptorum. ▬ ▬▬ ▬ ▬▬▬ ▬ ▬▬ ▬▬ ▬ ▬▬▬ ▬▬ ▬ ▬▬ ▬▬▬ ▬ ▬▬ ▬ ▬▬ ▬ ▬▬▬ ▬ ▬▬ ▬▬ ▬ ▬▬▬ ▬▬ ▬ ▬▬ ▬▬▬ ▬ ▬▬ ▬ ▬▬ ▬ ▬▬▬ ▬ ▬▬ ▬▬ ▬ ▬▬▬ ▬▬ ▬ ▬▬ ▬▬▬ ▬ ▬▬ ▬ ▬▬ ▬ ▬▬▬ ▬ ▬▬ ▬▬ ▬ ▬▬▬ ▬▬ ▬ ▬▬ ▬▬▬ ▬ ▬▬ ▬ ▬▬ ▬ ▬▬▬ ▬ ▬▬ ▬▬ ▬ ▬▬▬ ▬▬ ▬ ▬▬ ▬▬▬ ▬ ▬▬ ▬ ▬▬ ▬ ▬▬▬ ▬ ▬▬ ▬▬ ▬ ▬▬▬ ▬▬ ▬ ▬▬ ▬▬▬ ▬ ▬▬ bbox=[670, 46, 854, 93]
text-paragraph: III. Patrini antiquitus. ▬ ▬▬ ▬ ▬▬▬ ▬ ▬▬ ▬▬ ▬ ▬▬▬ ▬▬ ▬ ▬▬ ▬▬▬ ▬ ▬▬ ▬ ▬▬ ▬ ▬▬▬ ▬ ▬▬ ▬▬ ▬ ▬▬▬ ▬▬ ▬ ▬▬ ▬▬▬ ▬ ▬▬ ▬ ▬▬ ▬ ▬▬▬ ▬ ▬▬ ▬▬ ▬ ▬▬▬ ▬▬ ▬ ▬▬ ▬▬▬ ▬ ▬▬ ▬ ▬▬ ▬ ▬▬▬ ▬ ▬▬ ▬▬ ▬ ▬▬▬ ▬▬ ▬ ▬▬ ▬▬▬ ▬ ▬▬ ▬ ▬▬ ▬ ▬▬▬ ▬ ▬▬ ▬▬ ▬ ▬▬▬ ▬▬ ▬ ▬▬ ▬▬▬ ▬ ▬▬ ▬ ▬▬ ▬ ▬▬▬ ▬ ▬▬ ▬▬ ▬ ▬▬▬ ▬▬ ▬ ▬▬ ▬▬▬ ▬ ▬▬ bbox=[478, 141, 664, 182]
summary-item: 18 Patrini qui esse possint. bbox=[254, 311, 327, 318]
chapter-subtitle: De Patrinis, & obstetricibus. bbox=[281, 180, 405, 190]
summary-item: 8 Quando, & quibus adhibendi. bbox=[254, 243, 338, 250]
summary-item: 2 Interdum etiam Susceptores dicti. bbox=[254, 202, 351, 209]
text-paragraph: Quando autem quoties Episcopis utuntur, & consensui ejus dent. ▬ ▬▬ ▬ ▬▬▬ ▬ ▬▬ ▬▬ ▬ ▬▬▬ ▬▬ ▬ ▬▬ ▬▬▬ ▬ ▬▬ ▬ ▬▬ ▬ ▬▬▬ ▬ ▬▬ ▬▬ ▬ ▬▬▬ ▬▬ ▬ ▬▬ ▬▬▬ ▬ ▬▬ ▬ ▬▬ ▬ ▬▬▬ ▬ ▬▬ ▬▬ ▬ ▬▬▬ ▬▬ ▬ ▬▬ ▬▬▬ ▬ ▬▬ ▬ ▬▬ ▬ ▬▬▬ ▬ ▬▬ ▬▬ ▬ ▬▬▬ ▬▬ ▬ ▬▬ ▬▬▬ ▬ ▬▬ ▬ ▬▬ ▬ ▬▬▬ ▬ ▬▬ ▬▬ ▬ ▬▬▬ ▬▬ ▬ ▬▬ ▬▬▬ ▬ ▬▬ ▬ ▬▬ ▬ ▬▬▬ ▬ ▬▬ ▬▬ ▬ ▬▬▬ ▬▬ ▬ ▬▬ ▬▬▬ ▬ ▬▬ bbox=[56, 478, 248, 525]
text-paragraph: XLVI. Post Confirmationis Sacramentum Neophytis collatum. ▬ ▬▬ ▬ ▬▬▬ ▬ ▬▬ ▬▬ ▬ ▬▬▬ ▬▬ ▬ ▬▬ ▬▬▬ ▬ ▬▬ ▬ ▬▬ ▬ ▬▬▬ ▬ ▬▬ ▬▬ ▬ ▬▬▬ ▬▬ ▬ ▬▬ ▬▬▬ ▬ ▬▬ ▬ ▬▬ ▬ ▬▬▬ ▬ ▬▬ ▬▬ ▬ ▬▬▬ ▬▬ ▬ ▬▬ ▬▬▬ ▬ ▬▬ ▬ ▬▬ ▬ ▬▬▬ ▬ ▬▬ ▬▬ ▬ ▬▬▬ ▬▬ ▬ ▬▬ ▬▬▬ ▬ ▬▬ ▬ ▬▬ ▬ ▬▬▬ ▬ ▬▬ ▬▬ ▬ ▬▬▬ ▬▬ ▬ ▬▬ ▬▬▬ ▬ ▬▬ ▬ ▬▬ ▬ ▬▬▬ ▬ ▬▬ ▬▬ ▬ ▬▬▬ ▬▬ ▬ ▬▬ ▬▬▬ ▬ ▬▬ bbox=[56, 183, 248, 230]
